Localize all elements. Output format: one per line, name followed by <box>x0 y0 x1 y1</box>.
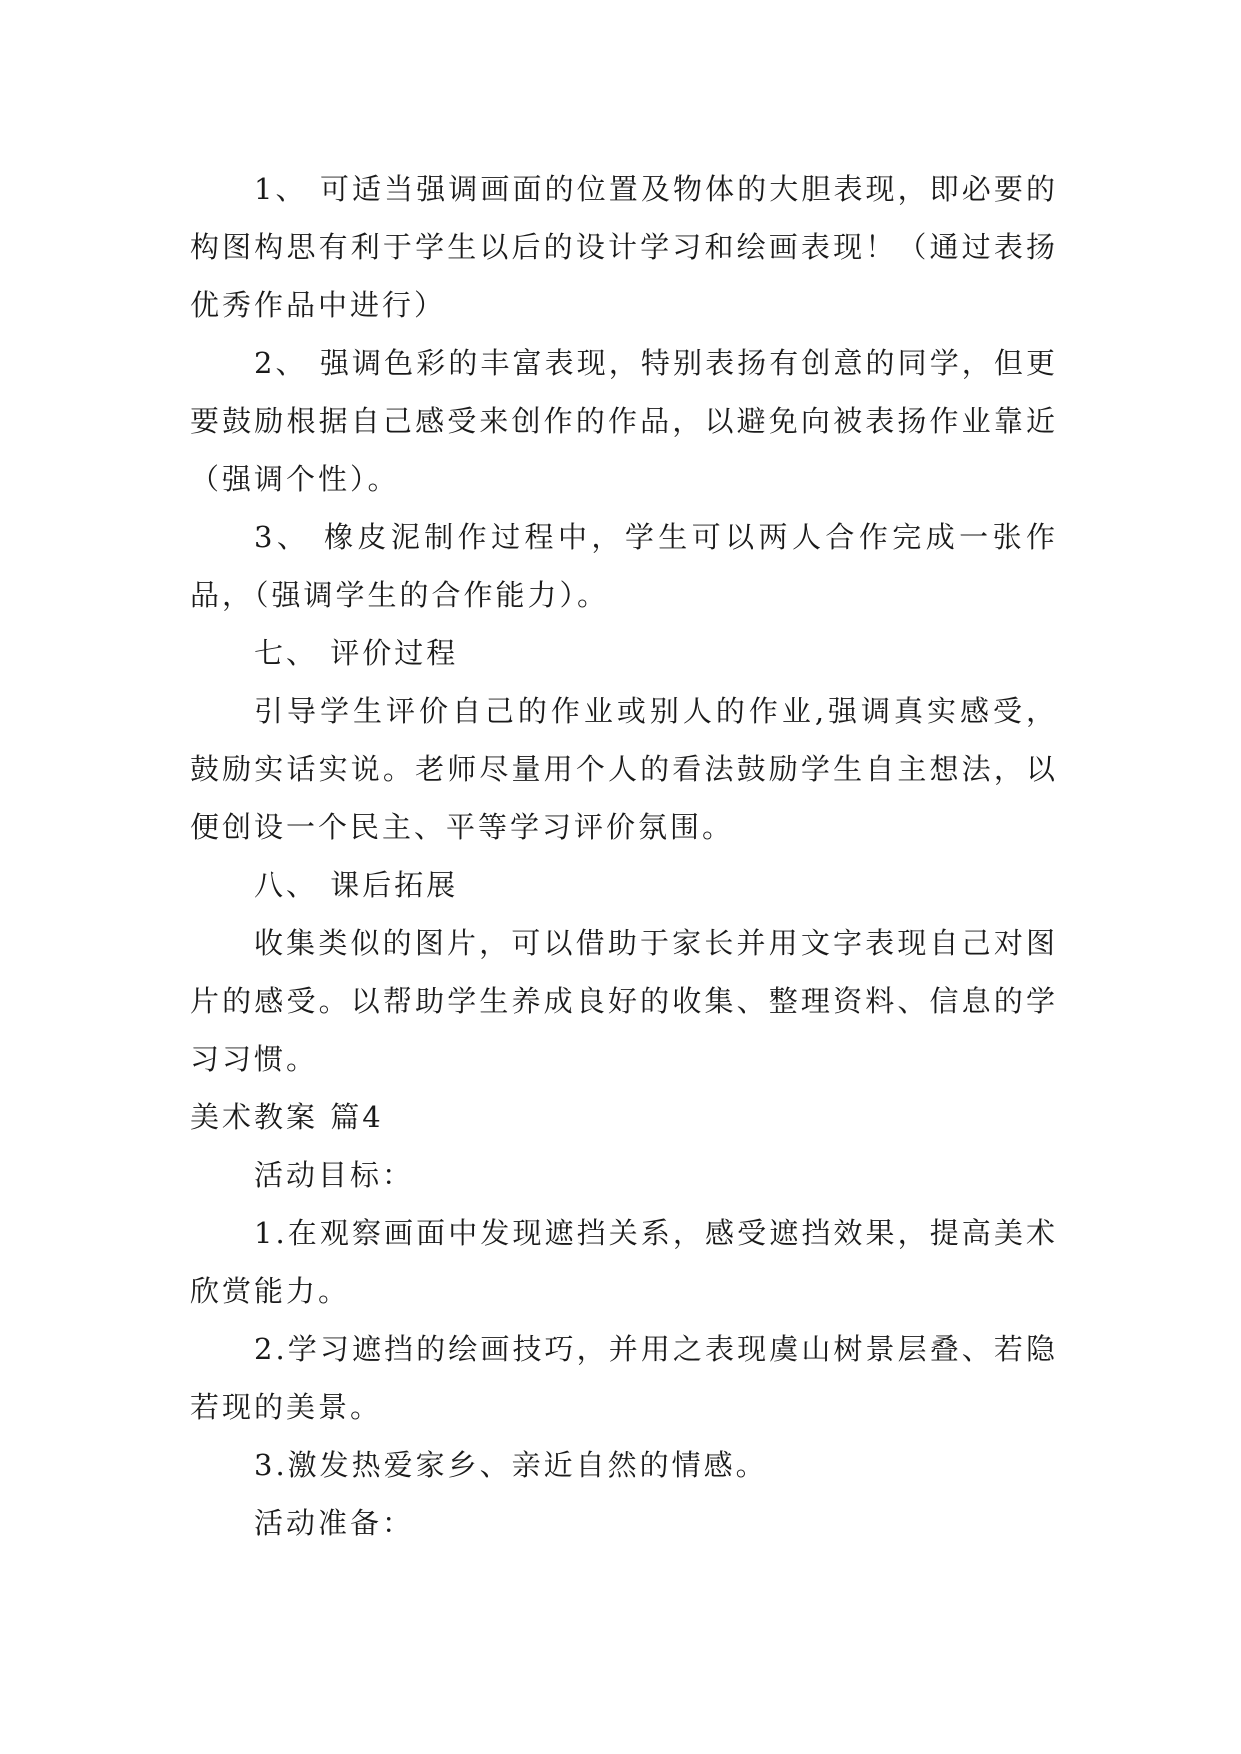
activity-goals-heading: 活动目标： <box>254 1158 415 1192</box>
activity-preparation-heading: 活动准备： <box>254 1506 415 1540</box>
goal-item-1: 1.在观察画面中发现遮挡关系，感受遮挡效果，提高美术欣赏能力。 <box>190 1216 1058 1308</box>
goal-item-3: 3.激发热爱家乡、亲近自然的情感。 <box>254 1448 768 1482</box>
lesson-title: 美术教案 篇4 <box>190 1100 384 1134</box>
section-heading-extension: 八、 课后拓展 <box>254 868 459 902</box>
paragraph-evaluation: 引导学生评价自己的作业或别人的作业,强调真实感受，鼓励实话实说。老师尽量用个人的看法鼓励学生自主想法，以便创设一个民主、平等学习评价氛围。 <box>190 694 1058 844</box>
section-heading-evaluation: 七、 评价过程 <box>254 636 459 670</box>
paragraph-point-2: 2、 强调色彩的丰富表现，特别表扬有创意的同学，但更要鼓励根据自己感受来创作的作品，以避免向被表扬作业靠近（强调个性）。 <box>190 346 1058 496</box>
paragraph-extension: 收集类似的图片，可以借助于家长并用文字表现自己对图片的感受。以帮助学生养成良好的收集、整理资料、信息的学习习惯。 <box>190 926 1058 1076</box>
paragraph-point-1: 1、 可适当强调画面的位置及物体的大胆表现，即必要的构图构思有利于学生以后的设计学习和绘画表现！（通过表扬优秀作品中进行） <box>190 172 1058 322</box>
document-body <box>190 160 1058 1552</box>
goal-item-2: 2.学习遮挡的绘画技巧，并用之表现虞山树景层叠、若隐若现的美景。 <box>190 1332 1058 1424</box>
paragraph-point-3: 3、 橡皮泥制作过程中，学生可以两人合作完成一张作品，（强调学生的合作能力）。 <box>190 520 1058 612</box>
